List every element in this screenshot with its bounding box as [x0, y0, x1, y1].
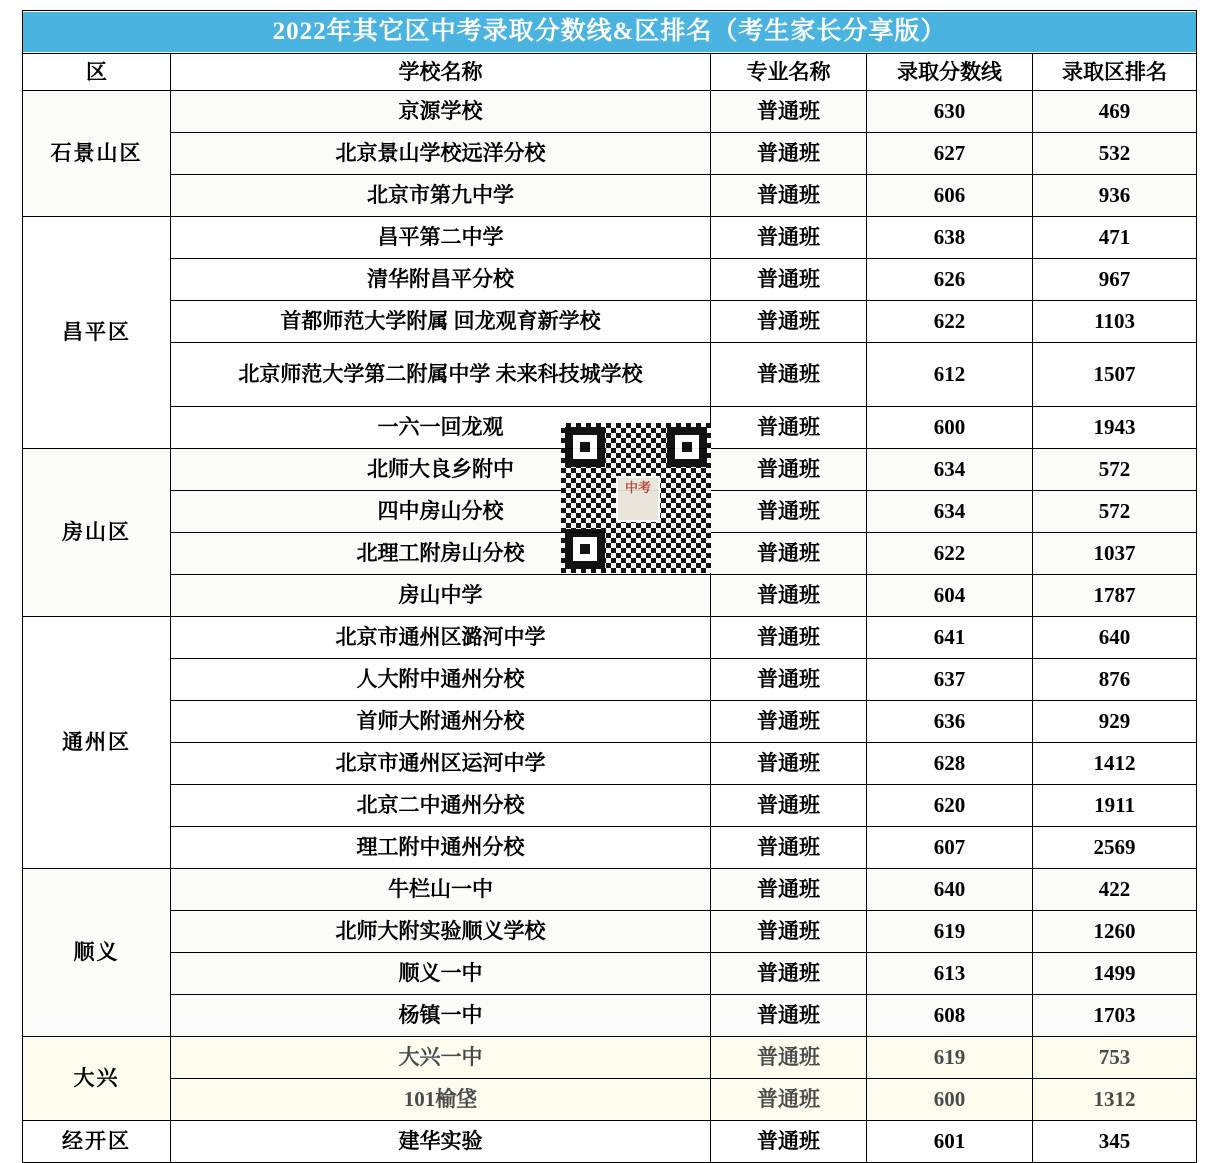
major-name: 普通班	[711, 743, 867, 785]
rank-value: 929	[1033, 701, 1197, 743]
school-name: 大兴一中	[171, 1037, 711, 1079]
major-name: 普通班	[711, 449, 867, 491]
table-row	[23, 175, 1197, 217]
major-name: 普通班	[711, 491, 867, 533]
score-value: 626	[867, 259, 1033, 301]
rank-value: 469	[1033, 91, 1197, 133]
school-name: 房山中学	[171, 575, 711, 617]
rank-value: 876	[1033, 659, 1197, 701]
major-name: 普通班	[711, 827, 867, 869]
school-name: 京源学校	[171, 91, 711, 133]
major-name: 普通班	[711, 869, 867, 911]
major-name: 普通班	[711, 175, 867, 217]
table-row	[23, 701, 1197, 743]
score-value: 608	[867, 995, 1033, 1037]
score-value: 612	[867, 343, 1033, 407]
major-name: 普通班	[711, 91, 867, 133]
rank-value: 967	[1033, 259, 1197, 301]
school-name: 101榆垡	[171, 1079, 711, 1121]
rank-value: 640	[1033, 617, 1197, 659]
score-value: 619	[867, 1037, 1033, 1079]
rank-value: 1103	[1033, 301, 1197, 343]
title-cell	[23, 11, 1197, 54]
page-title: 2022年其它区中考录取分数线&区排名（考生家长分享版）	[23, 12, 1196, 52]
school-name: 杨镇一中	[171, 995, 711, 1037]
title-row	[23, 11, 1197, 54]
column-header-school: 学校名称	[171, 54, 711, 91]
rank-value: 1787	[1033, 575, 1197, 617]
qr-eye-top-right	[667, 427, 707, 467]
school-name: 昌平第二中学	[171, 217, 711, 259]
table-row	[23, 1121, 1197, 1163]
column-header-score: 录取分数线	[867, 54, 1033, 91]
school-name: 首都师范大学附属 回龙观育新学校	[171, 301, 711, 343]
rank-value: 936	[1033, 175, 1197, 217]
column-header-district: 区	[23, 54, 171, 91]
major-name: 普通班	[711, 911, 867, 953]
table-row	[23, 785, 1197, 827]
score-value: 620	[867, 785, 1033, 827]
major-name: 普通班	[711, 533, 867, 575]
major-name: 普通班	[711, 575, 867, 617]
school-name: 一六一回龙观	[171, 407, 711, 449]
district-cell: 石景山区	[23, 91, 171, 217]
table-row	[23, 827, 1197, 869]
district-cell: 大兴	[23, 1037, 171, 1121]
score-value: 637	[867, 659, 1033, 701]
major-name: 普通班	[711, 1121, 867, 1163]
score-value: 619	[867, 911, 1033, 953]
major-name: 普通班	[711, 407, 867, 449]
school-name: 理工附中通州分校	[171, 827, 711, 869]
district-cell: 顺义	[23, 869, 171, 1037]
major-name: 普通班	[711, 133, 867, 175]
table-row	[23, 575, 1197, 617]
score-table	[22, 10, 1197, 1163]
table-row	[23, 659, 1197, 701]
school-name: 北师大附实验顺义学校	[171, 911, 711, 953]
school-name: 人大附中通州分校	[171, 659, 711, 701]
rank-value: 422	[1033, 869, 1197, 911]
school-name: 清华附昌平分校	[171, 259, 711, 301]
table-row	[23, 743, 1197, 785]
school-name: 北京二中通州分校	[171, 785, 711, 827]
table-row	[23, 343, 1197, 407]
table-row	[23, 995, 1197, 1037]
major-name: 普通班	[711, 1037, 867, 1079]
major-name: 普通班	[711, 953, 867, 995]
rank-value: 1703	[1033, 995, 1197, 1037]
district-cell: 经开区	[23, 1121, 171, 1163]
score-value: 622	[867, 301, 1033, 343]
spreadsheet-page	[0, 10, 1220, 1158]
table-row	[23, 259, 1197, 301]
qr-eye-top-left	[565, 427, 605, 467]
column-header-major: 专业名称	[711, 54, 867, 91]
school-name: 顺义一中	[171, 953, 711, 995]
major-name: 普通班	[711, 659, 867, 701]
rank-value: 572	[1033, 449, 1197, 491]
table-row	[23, 869, 1197, 911]
rank-value: 1312	[1033, 1079, 1197, 1121]
school-name: 北京市通州区潞河中学	[171, 617, 711, 659]
table-row	[23, 1037, 1197, 1079]
district-cell: 昌平区	[23, 217, 171, 449]
table-row	[23, 953, 1197, 995]
score-value: 613	[867, 953, 1033, 995]
rank-value: 572	[1033, 491, 1197, 533]
table-row	[23, 217, 1197, 259]
score-value: 601	[867, 1121, 1033, 1163]
score-value: 606	[867, 175, 1033, 217]
qr-logo: 中考	[616, 476, 660, 522]
rank-value: 1412	[1033, 743, 1197, 785]
major-name: 普通班	[711, 785, 867, 827]
rank-value: 532	[1033, 133, 1197, 175]
table-row	[23, 911, 1197, 953]
major-name: 普通班	[711, 701, 867, 743]
school-name: 北京师范大学第二附属中学 未来科技城学校	[171, 343, 711, 407]
score-value: 600	[867, 407, 1033, 449]
score-value: 622	[867, 533, 1033, 575]
rank-value: 2569	[1033, 827, 1197, 869]
table-row	[23, 1079, 1197, 1121]
school-name: 首师大附通州分校	[171, 701, 711, 743]
score-value: 636	[867, 701, 1033, 743]
rank-value: 1037	[1033, 533, 1197, 575]
table-row	[23, 617, 1197, 659]
rank-value: 1260	[1033, 911, 1197, 953]
rank-value: 471	[1033, 217, 1197, 259]
rank-value: 1943	[1033, 407, 1197, 449]
score-value: 628	[867, 743, 1033, 785]
table-header-row	[23, 54, 1197, 91]
school-name: 四中房山分校	[171, 491, 711, 533]
score-value: 627	[867, 133, 1033, 175]
major-name: 普通班	[711, 617, 867, 659]
major-name: 普通班	[711, 217, 867, 259]
major-name: 普通班	[711, 259, 867, 301]
district-cell: 房山区	[23, 449, 171, 617]
qr-eye-bottom-left	[565, 529, 605, 569]
school-name: 牛栏山一中	[171, 869, 711, 911]
rank-value: 753	[1033, 1037, 1197, 1079]
score-value: 604	[867, 575, 1033, 617]
major-name: 普通班	[711, 301, 867, 343]
school-name: 北京市第九中学	[171, 175, 711, 217]
district-cell: 通州区	[23, 617, 171, 869]
rank-value: 345	[1033, 1121, 1197, 1163]
table-row	[23, 133, 1197, 175]
rank-value: 1507	[1033, 343, 1197, 407]
school-name: 北师大良乡附中	[171, 449, 711, 491]
score-value: 634	[867, 491, 1033, 533]
school-name: 北理工附房山分校	[171, 533, 711, 575]
column-header-rank: 录取区排名	[1033, 54, 1197, 91]
major-name: 普通班	[711, 1079, 867, 1121]
school-name: 北京市通州区运河中学	[171, 743, 711, 785]
qr-code[interactable]	[561, 423, 711, 573]
school-name: 北京景山学校远洋分校	[171, 133, 711, 175]
score-value: 600	[867, 1079, 1033, 1121]
table-row	[23, 301, 1197, 343]
major-name: 普通班	[711, 343, 867, 407]
school-name: 建华实验	[171, 1121, 711, 1163]
major-name: 普通班	[711, 995, 867, 1037]
score-value: 607	[867, 827, 1033, 869]
rank-value: 1911	[1033, 785, 1197, 827]
rank-value: 1499	[1033, 953, 1197, 995]
score-value: 634	[867, 449, 1033, 491]
score-value: 641	[867, 617, 1033, 659]
score-value: 630	[867, 91, 1033, 133]
table-row	[23, 91, 1197, 133]
score-value: 638	[867, 217, 1033, 259]
score-value: 640	[867, 869, 1033, 911]
